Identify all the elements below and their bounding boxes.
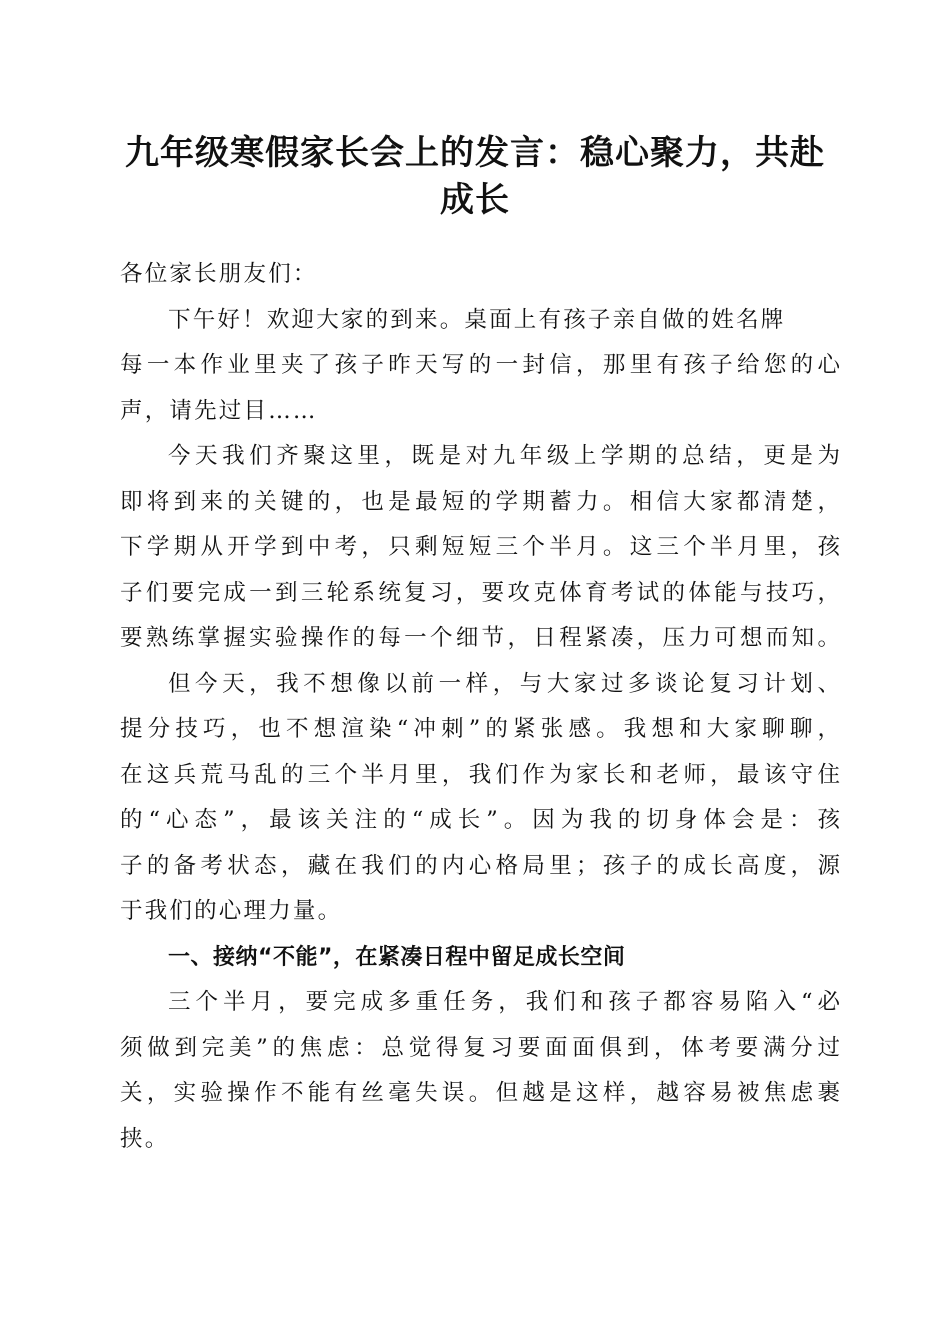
paragraph-3-line-1: 但今天，我不想像以前一样，与大家过多谈论复习计划、 <box>168 670 840 697</box>
paragraph-3-line-4: 的“心态”，最该关注的“成长”。因为我的切身体会是：孩 <box>120 807 840 833</box>
paragraph-3-line-2: 提分技巧，也不想渲染“冲刺”的紧张感。我想和大家聊聊， <box>120 716 840 742</box>
section-paragraph-line-2: 须做到完美”的焦虑：总觉得复习要面面俱到，体考要满分过 <box>120 1034 840 1061</box>
paragraph-2-line-1: 今天我们齐聚这里，既是对九年级上学期的总结，更是为 <box>168 443 840 469</box>
document-title <box>100 130 850 224</box>
section-heading: 一、接纳“不能”，在紧凑日程中留足成长空间 <box>168 944 626 970</box>
paragraph-3-line-6: 于我们的心理力量。 <box>120 898 343 924</box>
paragraph-2-line-2: 即将到来的关键的，也是最短的学期蓄力。相信大家都清楚， <box>120 488 840 515</box>
greeting: 各位家长朋友们： <box>120 261 318 287</box>
title-line: 成长 <box>440 180 510 220</box>
title-line: 九年级寒假家长会上的发言：稳心聚力，共赴 <box>125 133 825 173</box>
section-paragraph-line-3: 关，实验操作不能有丝毫失误。但越是这样，越容易被焦虑裹 <box>120 1080 840 1106</box>
paragraph-1-line-2: 每一本作业里夹了孩子昨天写的一封信，那里有孩子给您的心 <box>120 352 840 378</box>
paragraph-2-line-4: 子们要完成一到三轮系统复习，要攻克体育考试的体能与技巧， <box>120 579 840 606</box>
paragraph-1-line-3: 声，请先过目…… <box>120 397 318 424</box>
paragraph-2-line-5: 要熟练掌握实验操作的每一个细节，日程紧凑，压力可想而知。 <box>120 625 840 651</box>
document-body <box>120 252 840 1162</box>
section-paragraph-line-1: 三个半月，要完成多重任务，我们和孩子都容易陷入“必 <box>168 989 840 1015</box>
section-paragraph-line-4: 挟。 <box>120 1125 170 1152</box>
paragraph-1-line-1: 下午好！欢迎大家的到来。桌面上有孩子亲自做的姓名牌 <box>168 306 786 333</box>
paragraph-3-line-5: 子的备考状态，藏在我们的内心格局里；孩子的成长高度，源 <box>120 852 840 879</box>
paragraph-2-line-3: 下学期从开学到中考，只剩短短三个半月。这三个半月里，孩 <box>120 534 840 560</box>
paragraph-3-line-3: 在这兵荒马乱的三个半月里，我们作为家长和老师，最该守住 <box>120 761 840 788</box>
